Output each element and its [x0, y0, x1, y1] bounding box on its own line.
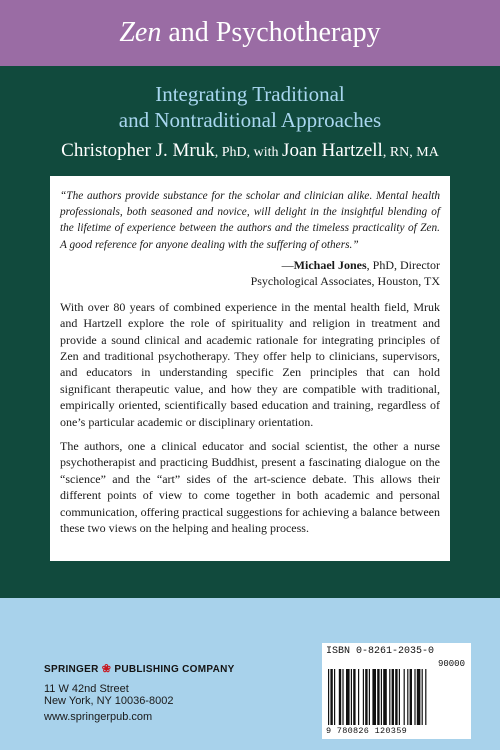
isbn-label: ISBN 0-8261-2035-0: [326, 646, 435, 657]
review-dash: —: [281, 257, 294, 272]
leaf-icon: ❀: [101, 663, 112, 675]
description-paragraph-2: The authors, one a clinical educator and social scientist, the other a nurse psychotherapist and practicing Buddhist, present a fascinating dialogue on the “science” and the “art” sides of the art-science debate. This allows their different points of view to come together in both academic and personal communication, offering practical suggestions for achieving a balance between these two views on the helping and healing process.: [60, 439, 440, 536]
barcode-box: [322, 643, 471, 739]
subtitle-line-2: and Nontraditional Approaches: [118, 108, 382, 132]
address-line-1: 11 W 42nd Street: [44, 683, 129, 695]
publisher-name-right: PUBLISHING COMPANY: [114, 664, 235, 675]
authors-line: [0, 140, 500, 164]
ean-number: 9 780826 120359: [326, 726, 408, 736]
title-rest: and Psychotherapy: [161, 17, 381, 48]
publisher-logo: [44, 662, 235, 675]
reviewer-affiliation: Psychological Associates, Houston, TX: [250, 273, 440, 288]
description-paragraph-1: With over 80 years of combined experience in the mental health field, Mruk and Hartzell explore the role of spirituality and religion in treatment and provide a sound clinical and academic rationale for integrating principles of Zen and traditional psychotherapy. They offer help to clinicians, supervisors, and educators in understanding specific Zen principles that can hold significant therapeutic value, and how they are compatible with traditional, empirically oriented, scientifically based education and training, regardless of one’s particular academic or disciplinary orientation.: [60, 299, 440, 429]
author-1: Christopher J. Mruk: [61, 140, 215, 161]
author-2: Joan Hartzell: [282, 140, 383, 161]
author-2-credentials: , RN, MA: [382, 145, 439, 160]
publisher-address: [44, 683, 173, 707]
book-subtitle: [0, 81, 500, 133]
publisher-website: www.springerpub.com: [44, 711, 153, 723]
review-quote: “The authors provide substance for the scholar and clinician alike. Mental health professionals, both seasoned and novice, will delight in the insightful blending of the lifetime of experience between the authors and the timeless practicality of Zen. A good reference for anyone dealing with the suffering of others.”: [60, 190, 440, 251]
barcode-image: [326, 669, 467, 725]
title-italic: Zen: [119, 17, 162, 48]
description-content: [60, 188, 440, 537]
address-line-2: New York, NY 10036-8002: [44, 695, 174, 707]
publisher-name-left: SPRINGER: [44, 664, 99, 675]
author-1-credentials: , PhD, with: [214, 145, 283, 160]
reviewer-name: Michael Jones: [293, 257, 367, 272]
reviewer-title: , PhD, Director: [366, 257, 440, 272]
book-title: [0, 17, 500, 49]
subtitle-line-1: Integrating Traditional: [155, 82, 345, 106]
price-code: 90000: [437, 659, 465, 669]
review-attribution: [60, 257, 440, 289]
